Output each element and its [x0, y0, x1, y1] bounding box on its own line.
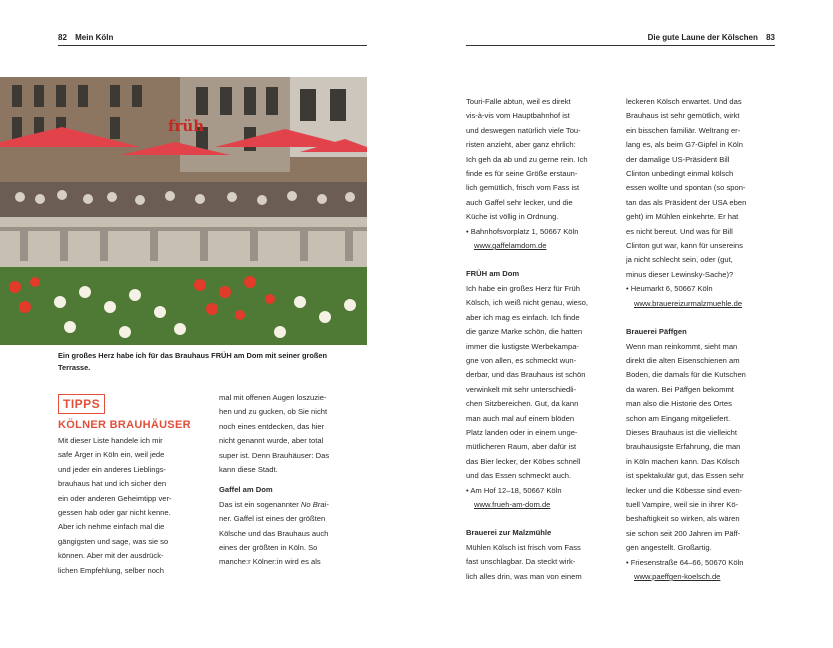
col2-line: ner. Gaffel ist eines der größten [219, 514, 326, 524]
col1-line: safe Ärger in Köln ein, weil jede [58, 450, 165, 460]
col4-line: leckeren Kölsch erwartet. Und das [626, 97, 742, 106]
col3-line: Mühlen Kölsch ist frisch vom Fass [466, 542, 581, 552]
paeffgen-heading: Brauerei Päffgen [626, 327, 687, 337]
col2-line: noch eines entdecken, das hier [219, 421, 325, 431]
col2-line: hen und zu gucken, ob Sie nicht [219, 407, 328, 417]
col3-line: lich gemütlich, frisch vom Fass ist [466, 183, 580, 193]
col3-line: finde es für seine Größe erstaun- [466, 169, 578, 179]
frueh-sign-text: früh [168, 117, 205, 135]
col4-line: schon am Eingang mitgeliefert. [626, 413, 731, 423]
col2-line: kann diese Stadt. [219, 465, 278, 475]
col1-line: brauhaus hat und ich sicher den [58, 479, 167, 489]
right-running-title: Die gute Laune der Kölschen [647, 33, 758, 42]
col2-line: Kölsche und das Brauhaus auch [219, 528, 329, 538]
col3-line: die ganze Marke schön, die hatten [466, 327, 583, 337]
section-title: KÖLNER BRAUHÄUSER [58, 419, 191, 431]
col2-line: mal mit offenen Augen loszuzie- [219, 393, 327, 402]
col4-line: der damalige US-Präsident Bill [626, 154, 730, 164]
col1-line: und jeder ein anderes Lieblings- [58, 464, 167, 474]
col4-line: brauhausigste Erfahrung, die man [626, 442, 741, 452]
col4-line: Clinton gut war, kann für unsereins [626, 241, 743, 251]
col3-line: Kölsch, ich weiß nicht genau, wieso, [466, 298, 588, 308]
column-4 [626, 95, 778, 584]
tips-label: TIPPS [58, 394, 105, 414]
col4-line: es nicht bereut. Und was für Bill [626, 226, 733, 236]
col4-line: Clinton unbedingt einmal kölsch [626, 169, 734, 179]
col2-line: Das ist ein sogenannter No Brai- [219, 499, 329, 509]
photo-caption: Ein großes Herz habe ich für das Brauhaus FRÜH am Dom mit seiner großen Terrasse. [58, 351, 327, 372]
col4-line: man also die Historie des Ortes [626, 399, 732, 409]
col4-line: gen angestellt. Großartig. [626, 543, 712, 553]
brauhaus-photo [0, 77, 367, 345]
col4-line: ein bisschen familiär. Weltrang er- [626, 125, 741, 135]
column-1 [58, 434, 203, 578]
col1-line: können. Aber mit der ausdrück- [58, 551, 164, 561]
col4-line: Boden, die damals für die Kutschen [626, 370, 746, 380]
col3-line: derbar, und das Brauhaus ist schön [466, 370, 586, 380]
right-page-number: 83 [766, 33, 775, 42]
column-3 [466, 95, 616, 584]
col3-line: immer die lustigste Werbekampa- [466, 341, 579, 351]
col3-line: Ich habe ein großes Herz für Früh [466, 283, 580, 293]
col3-line: auch Gaffel sehr lecker, und die [466, 197, 573, 207]
col4-line: beshaftigkeit so wirken, als wären [626, 514, 740, 524]
col4-line: essen wollte und spontan (so spon- [626, 183, 746, 193]
col4-line: Wenn man reinkommt, sieht man [626, 341, 738, 351]
col4-line: ja nicht schlecht sein, oder (gut, [626, 255, 733, 265]
col4-line: Dieses Brauhaus ist die vielleicht [626, 427, 738, 437]
left-page-number: 82 [58, 33, 67, 42]
col4-line: Brauhaus ist sehr gemütlich, wirkt [626, 111, 740, 121]
col3-line: chen Sitzbereichen. Gut, da kann [466, 399, 579, 409]
col3-line: Platz landen oder in einem unge- [466, 427, 578, 437]
col3-line: und deswegen natürlich viele Tou- [466, 125, 581, 135]
col3-line: man auch mal auf einem blöden [466, 413, 575, 423]
col3-line: verwinkelt mit sehr unterschiedli- [466, 384, 577, 394]
right-header-rule [466, 45, 775, 46]
col1-line: ein oder anderen Geheimtipp ver- [58, 493, 172, 503]
col4-line: ist spektakulär gut, das Essen sehr [626, 471, 744, 481]
col4-line: tan das als Präsident der USA eben [626, 197, 747, 207]
paeffgen-address: • Friesenstraße 64–66, 50670 Köln [626, 557, 744, 567]
col3-line: das Bier lecker, der Köbes schnell [466, 456, 581, 466]
malzmuehle-heading: Brauerei zur Malzmühle [466, 528, 552, 538]
col4-line: geht) im Mühlen einkehrte. Er hat [626, 212, 739, 222]
col3-line: Touri-Falle abtun, weil es direkt [466, 97, 571, 106]
column-2 [219, 391, 369, 570]
col2-line: eines der größten in Köln. So [219, 543, 318, 553]
col3-line: risten anzieht, aber ganz ehrlich: [466, 140, 576, 150]
right-page-header [648, 33, 775, 42]
col1-line: Mit dieser Liste handele ich mir [58, 436, 163, 445]
col1-line: Aber ich nehme einfach mal die [58, 522, 165, 532]
col3-line: Küche ist völlig in Ordnung. [466, 212, 559, 222]
left-header-rule [58, 45, 367, 46]
col2-line: manche:r Kölner:in wird es als [219, 557, 321, 567]
frueh-address: • Am Hof 12–18, 50667 Köln [466, 485, 562, 495]
col4-line: da waren. Bei Päffgen bekommt [626, 384, 734, 394]
frueh-heading: FRÜH am Dom [466, 269, 520, 279]
col4-line: minus dieser Lewinsky-Sache)? [626, 269, 734, 279]
left-running-title: Mein Köln [75, 33, 114, 42]
col4-line: tuell Vampire, weil sie in ihrer Kö- [626, 499, 739, 509]
col4-line: sie schon seit 200 Jahren im Päff- [626, 528, 741, 538]
frueh-website-link[interactable]: www.frueh-am-dom.de [474, 499, 551, 509]
col2-line: nicht genannt wurde, aber total [219, 436, 324, 446]
col1-line: gessen hab oder gar nicht kenne. [58, 508, 171, 518]
gaffel-address: • Bahnhofsvorplatz 1, 50667 Köln [466, 226, 579, 236]
col3-line: lich alles drin, was man von einem [466, 571, 582, 581]
col4-line: lang es, als beim G7-Gipfel in Köln [626, 140, 743, 150]
col3-line: fast unschlagbar. Da steckt wirk- [466, 557, 576, 567]
col4-line: direkt die alten Eisenschienen am [626, 355, 740, 365]
gaffel-heading: Gaffel am Dom [219, 485, 273, 495]
left-page-header [58, 33, 113, 42]
gaffel-website-link[interactable]: www.gaffelamdom.de [474, 241, 547, 251]
col4-line: in Köln machen kann. Das Kölsch [626, 456, 740, 466]
col3-line: gne von allen, es schmeckt wun- [466, 355, 577, 365]
col3-line: mütlicheren Raum, aber dafür ist [466, 442, 577, 452]
col3-line: Ich geh da ab und zu gerne rein. Ich [466, 154, 588, 164]
col4-line: lecker und die Köbesse sind even- [626, 485, 743, 495]
col3-line: vis-à-vis vom Hauptbahnhof ist [466, 111, 570, 121]
col1-line: lichen Empfehlung, selber noch [58, 565, 164, 575]
col2-line: super ist. Denn Brauhäuser: Das [219, 450, 330, 460]
col1-line: gängigsten und sage, was sie so [58, 536, 169, 546]
col3-line: aber ich mag es einfach. Ich finde [466, 312, 580, 322]
col3-line: und das Essen schmeckt auch. [466, 471, 572, 481]
malzmuehle-address: • Heumarkt 6, 50667 Köln [626, 284, 713, 294]
malzmuehle-website-link[interactable]: www.brauereizurmalzmuehle.de [634, 298, 743, 308]
paeffgen-website-link[interactable]: www.paeffgen-koelsch.de [634, 572, 721, 581]
